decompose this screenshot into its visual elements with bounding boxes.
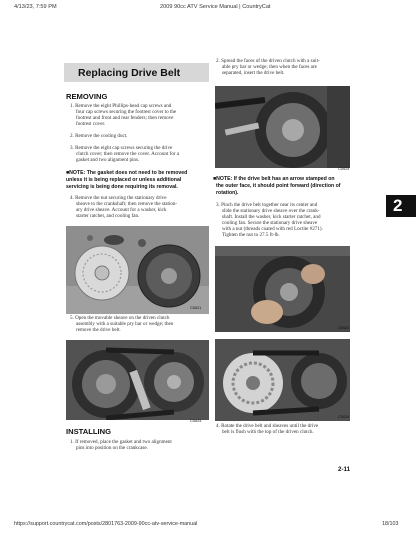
figure-rotate-belt-photo <box>215 339 350 421</box>
figure-code-label: CD624 <box>338 167 350 171</box>
gasket-note-line-3: servicing is being done requiring its removal. <box>66 184 178 190</box>
arrow-note-line-2: the outer face, it should point forward (direction of <box>216 183 341 189</box>
arrow-note-line-1: ■NOTE: If the drive belt has an arrow stamped on <box>213 176 335 182</box>
installing-step-4-line-1: 4. Rotate the drive belt and sheaves until the drive <box>216 423 319 429</box>
removing-step-1-line-2: four cap screws securing the footrest cover to the <box>76 109 177 115</box>
removing-step-5-line-3: remove the drive belt. <box>76 327 121 333</box>
removing-step-1-line-3: footrest and front and rear fenders; then remove <box>76 115 174 121</box>
gasket-note-line-1: ■NOTE: The gasket does not need to be removed <box>66 170 188 176</box>
removing-step-4-line-4: starter ratchet, and cooling fan. <box>76 213 140 219</box>
installing-step-3-line-5: with a nut (threads coated with red Loctite #271). <box>222 226 323 232</box>
figure-spread-clutch-photo <box>215 86 350 168</box>
installing-step-2-line-3: separated, insert the drive belt. <box>222 70 285 76</box>
installing-heading: INSTALLING <box>66 427 111 436</box>
removing-step-1-line-4: footrest cover. <box>76 121 106 127</box>
removing-step-3-line-3: gasket and two alignment pins. <box>76 157 140 163</box>
print-page-title: 2009 90cc ATV Service Manual | CountryCat <box>160 4 271 10</box>
page-title: Replacing Drive Belt <box>64 63 209 82</box>
figure-code-label: CD621 <box>190 306 202 310</box>
figure-code-label: CD623 <box>338 326 350 330</box>
removing-step-5-line-2: assembly with a suitable pry bar or wedge; then <box>76 321 174 327</box>
section-tab: 2 <box>386 195 416 217</box>
print-page-count: 18/103 <box>382 521 399 527</box>
installing-step-3-line-2: slide the stationary drive sheave over the crank- <box>222 208 320 214</box>
figure-install-sheave-photo <box>215 246 350 332</box>
figure-sheave-parts-photo <box>66 226 209 314</box>
gasket-note-line-2: unless it is being replaced or unless additional <box>66 177 182 183</box>
arrow-note-line-3: rotation). <box>216 190 239 196</box>
removing-step-3-line-2: clutch cover; then remove the cover. Account for a <box>76 151 180 157</box>
page-number: 2-11 <box>338 466 351 473</box>
installing-step-2-line-2: able pry bar or wedge; then when the faces are <box>222 64 317 70</box>
figure-code-label: CD624 <box>190 419 202 423</box>
installing-step-2-line-1: 2. Spread the faces of the driven clutch with a suit- <box>216 58 320 64</box>
removing-step-5-line-1: 5. Open the movable sheave on the driven clutch <box>70 315 170 321</box>
print-url: https://support.countrycat.com/posts/2801763-2009-90cc-atv-service-manual <box>14 521 198 527</box>
installing-step-3-line-1: 3. Pinch the drive belt together near its center and <box>216 202 318 208</box>
removing-step-4-line-1: 4. Remove the nut securing the stationary drive <box>70 195 167 201</box>
removing-heading: REMOVING <box>66 92 108 101</box>
installing-step-3-line-6: Tighten the nut to 27.5 ft-lb. <box>222 232 280 238</box>
figure-remove-belt-photo <box>66 340 209 420</box>
removing-step-2: 2. Remove the cooling duct. <box>70 133 128 139</box>
installing-step-3-line-4: cooling fan. Secure the stationary drive sheave <box>222 220 318 226</box>
installing-step-4-line-2: belt is flush with the top of the driven clutch. <box>222 429 314 435</box>
installing-step-3-line-3: shaft. Install the washer, kick starter ratchet, and <box>222 214 321 220</box>
print-datetime: 4/13/23, 7:59 PM <box>14 4 57 10</box>
figure-code-label: CD619 <box>338 415 350 419</box>
removing-step-1-line-1: 1. Remove the eight Phillips-head cap screws and <box>70 103 172 109</box>
removing-step-4-line-2: sheave to the crankshaft; then remove the station- <box>76 201 178 207</box>
removing-step-4-line-3: ary drive sheave. Account for a washer, kick <box>76 207 167 213</box>
installing-step-1-line-2: pins into position on the crankcase. <box>76 445 148 451</box>
removing-step-3-line-1: 3. Remove the eight cap screws securing the drive <box>70 145 173 151</box>
installing-step-1-line-1: 1. If removed, place the gasket and two alignment <box>70 439 172 445</box>
